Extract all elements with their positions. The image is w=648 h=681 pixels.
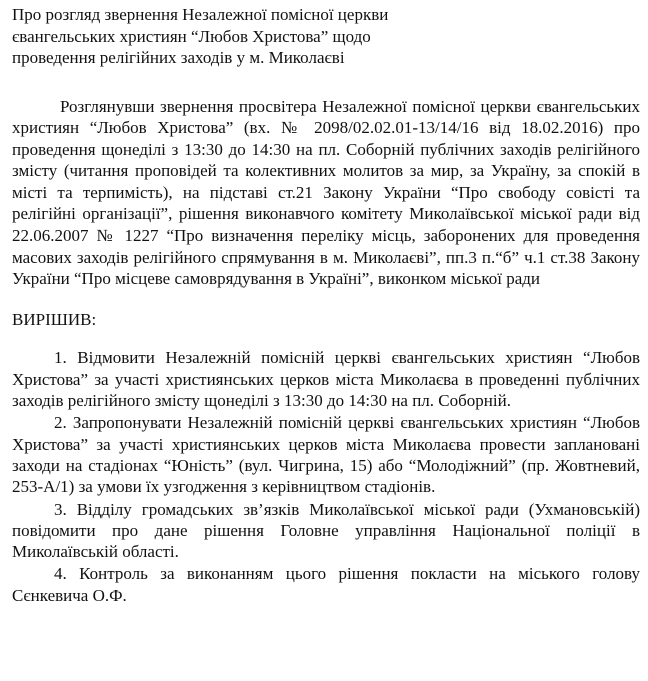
decided-heading: ВИРІШИВ: bbox=[12, 309, 97, 329]
document-title: Про розгляд звернення Незалежної помісної церкви євангельських християн “Любов Христова” щодо проведення релігійних заходів у м. Миколаєві bbox=[12, 5, 389, 67]
document bbox=[12, 4, 640, 606]
decision-item-3: 3. Відділу громадських зв’язків Миколаївської міської ради (Ухмановській) повідомити про дане рішення Головне управління Національної поліції в Миколаївській області. bbox=[12, 499, 640, 562]
decision-items bbox=[12, 347, 640, 606]
preamble-paragraph: Розглянувши звернення просвітера Незалежної помісної церкви євангельських християн “Любов Христова” (вх. № 2098/02.02.01-13/14/16 від 18.02.2016) про проведення щонеділі з 13:30 до 14:30 на пл. Соборній публічних заходів релігійного змісту (читання проповідей та колективних молитов за мир, за Україну, за спокій в місті та терпимість), на підставі ст.21 Закону України “Про свободу совісті та релігійні організації”, рішення виконавчого комітету Миколаївської міської ради від 22.06.2007 № 1227 “Про визначення переліку місць, заборонених для проведення масових заходів релігійного спрямування в м. Миколаєві”, пп.3 п.“б” ч.1 ст.38 Закону України “Про місцеве самоврядування в Україні”, виконком міської ради bbox=[12, 96, 640, 289]
decision-item-1: 1. Відмовити Незалежній помісній церкві євангельських християн “Любов Христова” за участі християнських церков міста Миколаєва в проведенні публічних заходів релігійного змісту щонеділі з 13:30 до 14:30 на пл. Соборній. bbox=[12, 348, 640, 411]
decision-item-4: 4. Контроль за виконанням цього рішення покласти на міського голову Сєнкевича О.Ф. bbox=[12, 564, 640, 605]
decision-item-2: 2. Запропонувати Незалежній помісній церкві євангельських християн “Любов Христова” за участі християнських церков міста Миколаєва провести заплановані заходи на стадіонах “Юність” (вул. Чигрина, 15) або “Молодіжний” (пр. Жовтневий, 253-А/1) за умови їх узгодження з керівництвом стадіонів. bbox=[12, 413, 640, 497]
